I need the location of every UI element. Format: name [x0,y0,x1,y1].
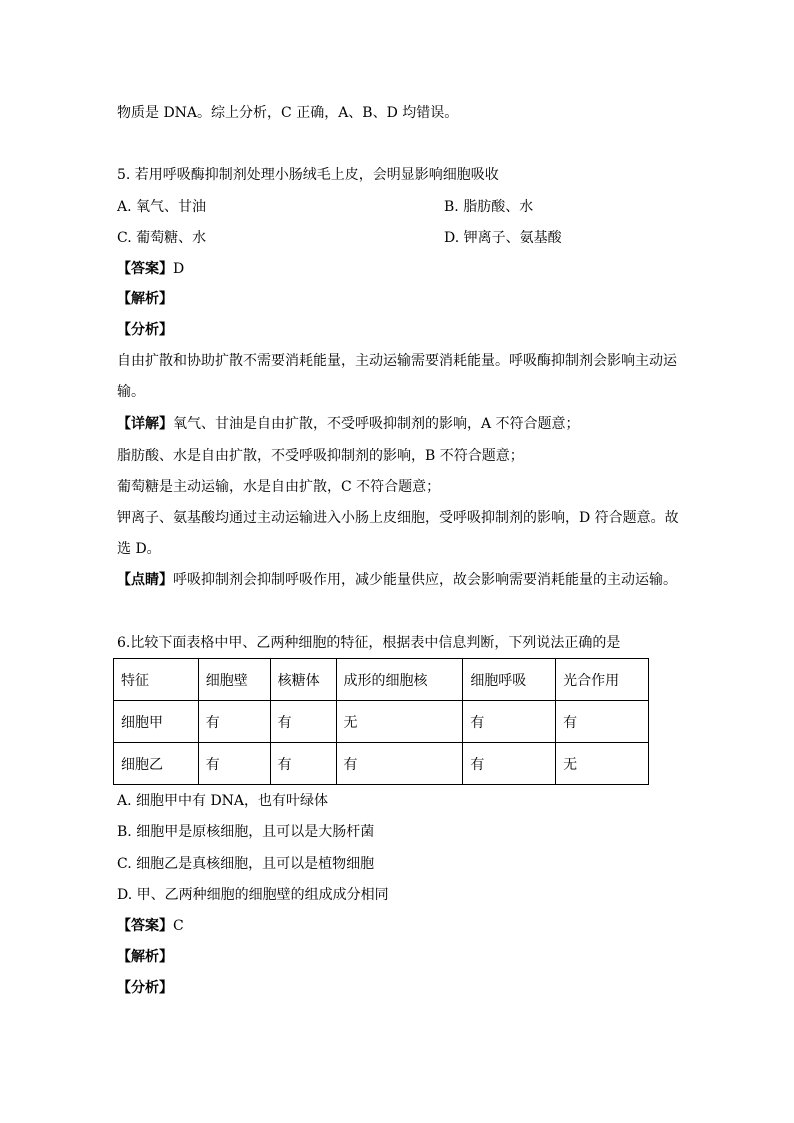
q5-detail-text1: 氧气、甘油是自由扩散，不受呼吸抑制剂的影响，A 不符合题意； [173,416,580,432]
q5-detail-line2: 脂肪酸、水是自由扩散，不受呼吸抑制剂的影响，B 不符合题意； [117,448,524,464]
table-cell: 有 [463,701,556,743]
q5-dianjing [117,571,677,589]
table-cell: 有 [270,743,336,785]
table-header-cell: 细胞呼吸 [463,659,556,701]
q6-answer [117,917,184,935]
table-cell: 有 [270,701,336,743]
q5-option-b: B. 脂肪酸、水 [444,199,534,215]
table-cell: 有 [556,701,649,743]
q5-detail-line4: 钾离子、氨基酸均通过主动运输进入小肠上皮细胞，受呼吸抑制剂的影响，D 符合题意。故 [117,510,679,526]
q5-dianjing-text: 呼吸抑制剂会抑制呼吸作用，减少能量供应，故会影响需要消耗能量的主动运输。 [173,572,677,588]
table-cell: 有 [198,701,270,743]
q5-detail-tag: 【详解】 [117,416,173,432]
table-row [114,701,649,743]
q5-dianjing-tag: 【点睛】 [117,572,173,588]
q5-detail-line1 [117,415,580,433]
q5-option-a: A. 氧气、甘油 [117,199,207,215]
q6-fenxi-tag: 【分析】 [117,980,173,996]
q5-answer-tag: 【答案】 [117,261,173,277]
q6-answer-value: C [173,918,184,934]
table-cell: 有 [336,743,463,785]
table-header-cell: 成形的细胞核 [336,659,463,701]
q5-stem: 5. 若用呼吸酶抑制剂处理小肠绒毛上皮，会明显影响细胞吸收 [117,167,499,183]
q6-option-b: B. 细胞甲是原核细胞，且可以是大肠杆菌 [117,824,375,840]
q5-analysis-line2: 输。 [117,384,145,400]
q6-stem: 6.比较下面表格中甲、乙两种细胞的特征，根据表中信息判断，下列说法正确的是 [117,635,621,651]
q5-detail-line5: 选 D。 [117,541,161,557]
table-cell: 有 [198,743,270,785]
q5-detail-line3: 葡萄糖是主动运输，水是自由扩散，C 不符合题意； [117,479,441,495]
table-header-cell: 光合作用 [556,659,649,701]
q5-answer [117,260,184,278]
intro-line: 物质是 DNA。综上分析，C 正确，A、B、D 均错误。 [117,105,459,121]
q6-feature-table [113,658,649,785]
q5-fenxi-tag: 【分析】 [117,322,173,338]
table-cell: 无 [336,701,463,743]
table-header-cell: 细胞壁 [198,659,270,701]
q5-analysis-line1: 自由扩散和协助扩散不需要消耗能量，主动运输需要消耗能量。呼吸酶抑制剂会影响主动运 [117,353,677,369]
q6-option-a: A. 细胞甲中有 DNA，也有叶绿体 [117,793,329,809]
q6-answer-tag: 【答案】 [117,918,173,934]
table-row [114,743,649,785]
q6-option-d: D. 甲、乙两种细胞的细胞壁的组成成分相同 [117,887,389,903]
table-cell: 细胞甲 [114,701,199,743]
table-cell: 有 [463,743,556,785]
q5-option-c: C. 葡萄糖、水 [117,230,207,246]
q5-answer-value: D [173,261,185,277]
table-header-cell: 核糖体 [270,659,336,701]
q6-option-c: C. 细胞乙是真核细胞，且可以是植物细胞 [117,856,375,872]
q5-option-d: D. 钾离子、氨基酸 [444,230,562,246]
table-header-cell: 特征 [114,659,199,701]
table-cell: 无 [556,743,649,785]
table-cell: 细胞乙 [114,743,199,785]
table-header-row [114,659,649,701]
q6-jiexi-tag: 【解析】 [117,949,173,965]
q5-jiexi-tag: 【解析】 [117,291,173,307]
